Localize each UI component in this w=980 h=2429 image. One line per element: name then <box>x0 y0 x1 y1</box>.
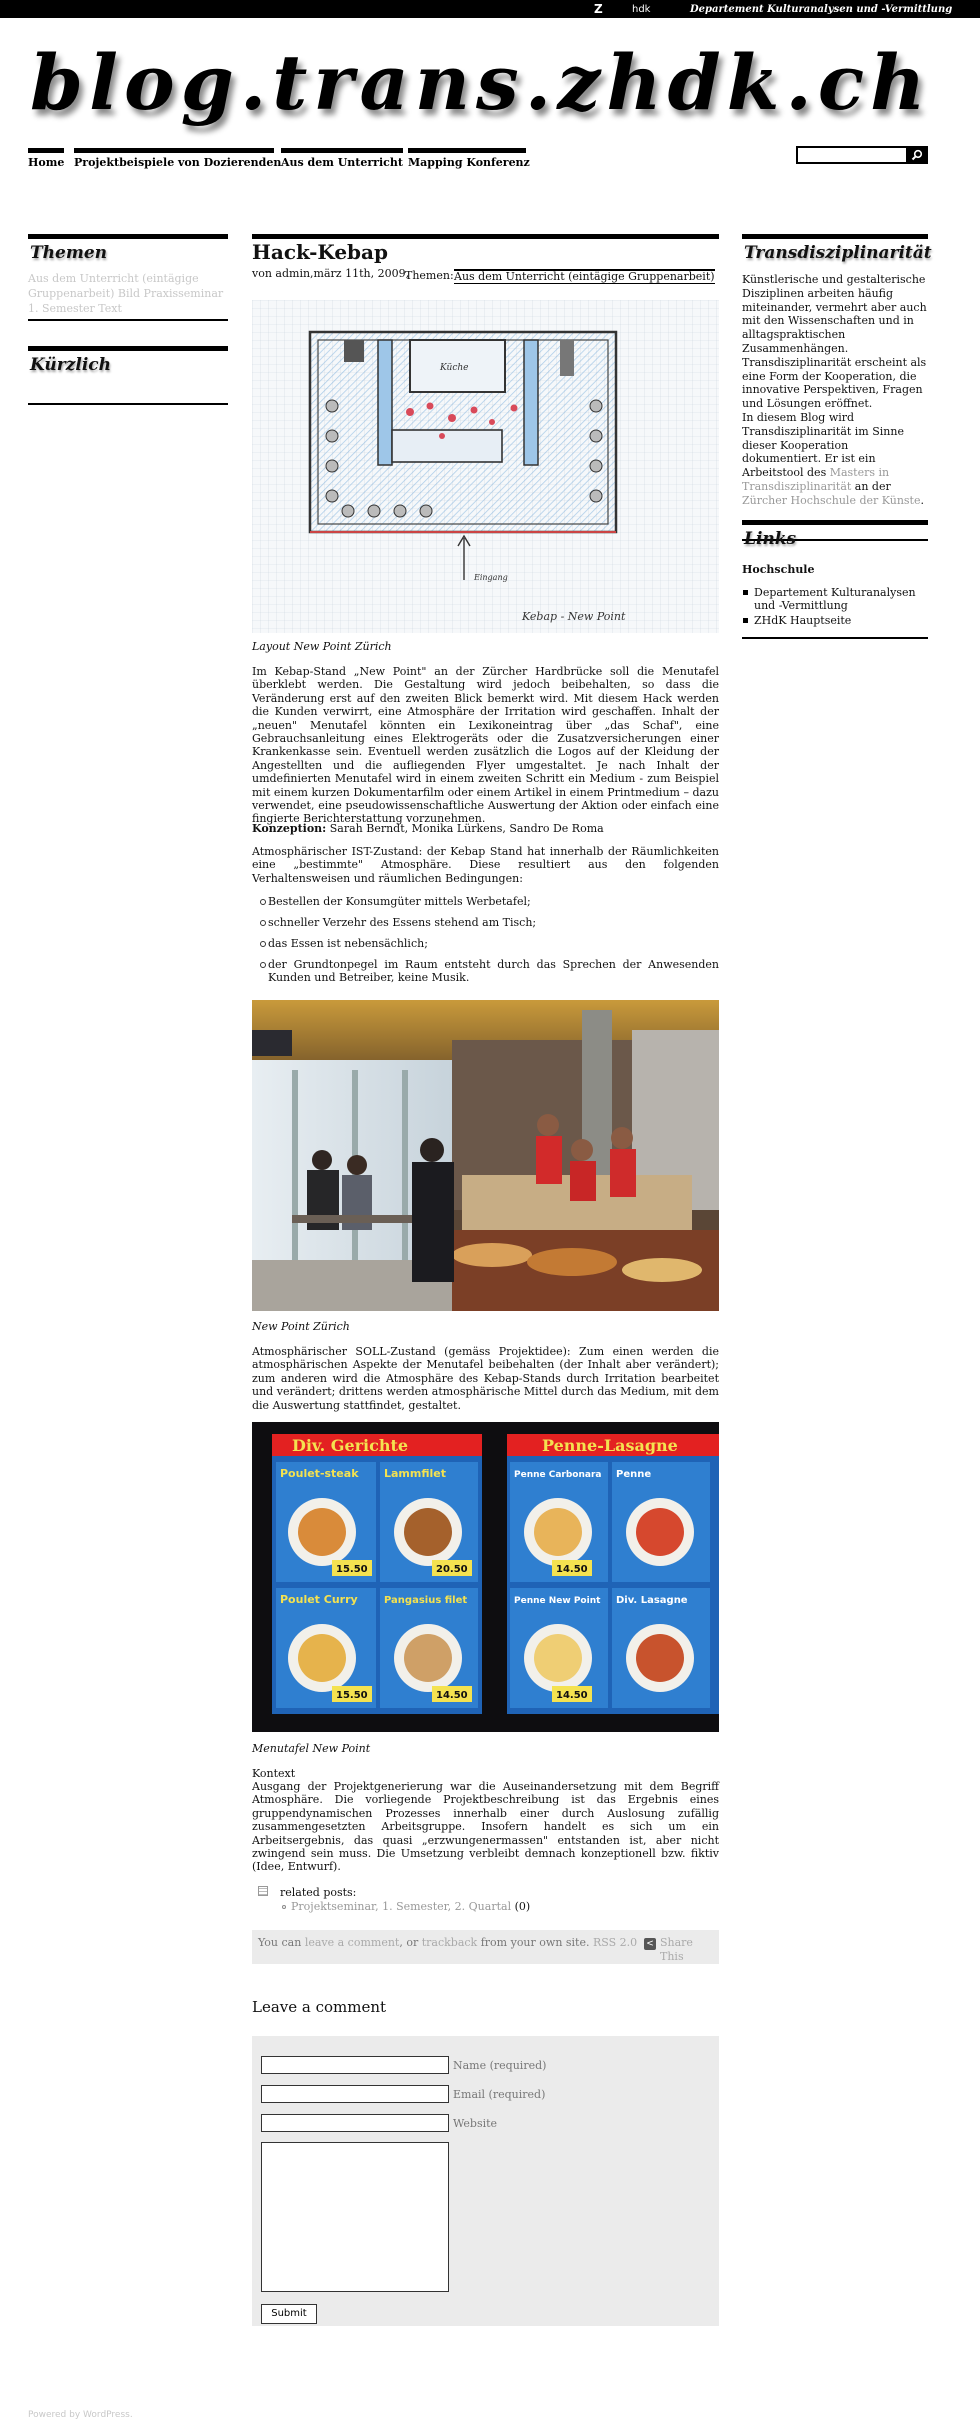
post-top-rule <box>252 234 719 239</box>
name-label: Name (required) <box>453 2059 547 2072</box>
link-item-zhdk[interactable]: ZHdK Hauptseite <box>742 614 928 627</box>
list-item: Bestellen der Konsumgüter mittels Werbetafel; <box>260 895 719 908</box>
post-paragraph-ist: Atmosphärischer IST-Zustand: der Kebap Stand hat innerhalb der Räumlichkeiten eine „bestimmte" Atmosphäre. Diese resultiert aus den folgenden Verhaltensweisen und räumlichen Bedingungen: <box>252 845 719 885</box>
related-posts-label: related posts: <box>280 1886 357 1899</box>
website-label: Website <box>453 2117 498 2130</box>
email-label: Email (required) <box>453 2088 546 2101</box>
top-bar <box>0 0 980 18</box>
trans-text-3: an der <box>854 479 891 493</box>
email-field[interactable] <box>261 2085 449 2103</box>
divider <box>28 319 228 321</box>
masters-link[interactable]: Masters in Transdisziplinarität <box>742 466 890 493</box>
caption-menu: Menutafel New Point <box>252 1742 371 1755</box>
leave-comment-link[interactable]: leave a comment <box>304 1936 400 1949</box>
post-themen-label: Themen: <box>405 269 454 282</box>
bullet-icon <box>282 1905 286 1909</box>
kurzlich-title: Kürzlich <box>30 355 111 375</box>
kurzlich-widget <box>28 346 228 404</box>
menu-item-price: 15.50 <box>336 1564 368 1575</box>
links-list <box>742 586 928 627</box>
sketch-label-eingang: Eingang <box>474 573 508 582</box>
caption-layout: Layout New Point Zürich <box>252 640 392 653</box>
nav-item-home[interactable]: Home <box>28 148 64 169</box>
links-subheading: Hochschule <box>742 563 815 576</box>
post-paragraph-soll: Atmosphärischer SOLL-Zustand (gemäss Projektidee): Zum einen werden die atmosphärischen Aspekte der Menutafel beibehalten (der Inhalt aber verändert); zum anderen wird die Atmosphäre des Kebap-Stands durch Irritation bearbeitet und verändert; drittens werden atmosphärische Mittel durch das Medium, mit dem die Auswertung stattfindet, gestaltet. <box>252 1345 719 1412</box>
menu-item-name: Penne New Point <box>514 1596 601 1606</box>
menu-item-name: Poulet Curry <box>280 1593 358 1606</box>
menu-item-price: 15.50 <box>336 1690 368 1701</box>
related-post-item <box>282 1900 530 1913</box>
post-actions-box <box>252 1930 719 1964</box>
ist-bullet-list <box>260 895 719 992</box>
name-field[interactable] <box>261 2056 449 2074</box>
menu-item-name: Pangasius filet <box>384 1595 468 1606</box>
konzeption-names: Sarah Berndt, Monika Lürkens, Sandro De Roma <box>329 822 604 835</box>
kontext-heading: Kontext <box>252 1767 296 1780</box>
menu-item-name: Penne Carbonara <box>514 1470 602 1480</box>
menu-header-right: Penne-Lasagne <box>542 1436 678 1455</box>
caption-shop: New Point Zürich <box>252 1320 350 1333</box>
menu-item-price: 20.50 <box>436 1564 468 1575</box>
menu-item-price: 14.50 <box>556 1690 588 1701</box>
menu-header-left: Div. Gerichte <box>292 1436 409 1455</box>
list-item: der Grundtonpegel im Raum entsteht durch das Sprechen der Anwesenden Kunden und Betreiber, keine Musik. <box>260 958 719 984</box>
konzeption-label: Konzeption: <box>252 822 327 835</box>
list-item: das Essen ist nebensächlich; <box>260 937 719 950</box>
trans-description <box>742 273 928 508</box>
layout-sketch-image <box>252 300 719 633</box>
list-item: schneller Verzehr des Essens stehend am Tisch; <box>260 916 719 929</box>
post-paragraph-kontext: Ausgang der Projektgenerierung war die Auseinandersetzung mit dem Begriff Atmosphäre. Die vorliegende Projektbeschreibung ist das Ergebnis eines gruppendynamischen Prozesses innerhalb einer durch Auslosung zufällig zusammengesetzten Arbeitsgruppe. Insofern handelt es sich um ein Arbeitsergebnis, das quasi „erzwungenermassen" entstanden ist, aber nicht zwingend sein muss. Die Umsetzung verbleibt demnach konzeptionell bzw. fiktiv (Idee, Entwurf). <box>252 1780 719 1874</box>
hdk-link[interactable]: hdk <box>632 4 651 15</box>
sketch-drawing <box>252 300 719 633</box>
zhdk-link[interactable]: Zürcher Hochschule der Künste <box>742 493 921 507</box>
menu-board-illustration <box>252 1422 719 1732</box>
rss-link[interactable]: RSS 2.0 <box>592 1936 638 1949</box>
themen-widget <box>28 234 228 318</box>
actions-text: from your own site. <box>480 1936 590 1949</box>
menu-item-name: Div. Lasagne <box>616 1595 688 1606</box>
post-paragraph-intro: Im Kebap-Stand „New Point" an der Zürcher Hardbrücke soll die Menutafel überklebt werden. Die Gestaltung wird jedoch beibehalten, so dass die Veränderung erst auf den zweiten Blick bemerkt wird. Mit diesem Hack werden die Kunden verwirrt, eine Atmosphäre der Irritation wird geschaffen. Inhalt der „neuen" Menutafel könnten ein Lexikoneintrag über „das Schaf", eine Gebrauchsanleitung eines Elektrogeräts oder die Zusatzversicherungen einer Krankenkasse sein. Eventuell werden zusätzlich die Logos auf der Kleidung der Angestellten und die aufliegenden Flyer umgestaltet. Je nach Inhalt der umdefinierten Menutafel wird in einem zweiten Schritt ein Medium - zum Beispiel mit einem kurzen Dokumentarfilm oder einem Artikel in einem Printmedium – dazu verwendet, eine pseudowissenschaftliche Auswertung der Aktion oder einfach eine fingierte Berichterstattung vorzunehmen. <box>252 665 719 826</box>
powered-by-footer[interactable]: Powered by WordPress. <box>28 2410 133 2420</box>
trans-title: Transdisziplinarität <box>744 243 932 263</box>
themen-title: Themen <box>30 243 107 263</box>
zhdk-logo[interactable]: Z <box>594 2 603 16</box>
post-byline: von admin,märz 11th, 2009, <box>252 267 410 280</box>
post-paragraph-konzeption <box>252 822 719 835</box>
share-this-link[interactable]: Share This <box>660 1936 693 1963</box>
related-post-link[interactable]: Projektseminar, 1. Semester, 2. Quartal <box>291 1900 512 1913</box>
link-item-kulturanalysen[interactable]: Departement Kulturanalysen und -Vermittlung <box>742 586 928 612</box>
related-posts-icon <box>258 1886 268 1896</box>
site-title[interactable]: blog.trans.zhdk.ch <box>30 38 932 127</box>
themen-tag-list[interactable]: Aus dem Unterricht (eintägige Gruppenarbeit) Bild Praxisseminar 1. Semester Text <box>28 272 224 315</box>
leave-comment-heading: Leave a comment <box>252 1998 387 2016</box>
transdisziplinaritaet-widget <box>742 234 932 538</box>
website-field[interactable] <box>261 2114 449 2132</box>
menu-item-price: 14.50 <box>556 1564 588 1575</box>
kebab-shop-illustration <box>252 1000 719 1311</box>
nav-item-projektbeispiele[interactable]: Projektbeispiele von Dozierenden <box>74 148 274 169</box>
links-widget <box>742 520 928 638</box>
post-meta <box>252 265 719 283</box>
trans-text-4: . <box>920 493 924 507</box>
search-button[interactable] <box>906 146 928 164</box>
comment-textarea[interactable] <box>261 2142 449 2292</box>
menu-item-name: Penne <box>616 1469 652 1480</box>
menu-item-price: 14.50 <box>436 1690 468 1701</box>
share-icon[interactable]: < <box>644 1938 656 1950</box>
sketch-label-kueche: Küche <box>440 363 469 373</box>
post-category-link[interactable]: Aus dem Unterricht (eintägige Gruppenarbeit) <box>454 270 715 283</box>
menu-board-photo <box>252 1422 719 1732</box>
trans-text-1: Künstlerische und gestalterische Disziplinen arbeiten häufig miteinander, vermehrt aber auch mit den Wissenschaften und in alltagspraktischen Zusammenhängen. Transdisziplinarität erscheint als eine Form der Kooperation, die innovative Perspektiven, Fragen und Lösungen eröffnet. <box>742 273 927 411</box>
divider <box>742 637 928 639</box>
menu-item-name: Lammfilet <box>384 1467 446 1480</box>
divider <box>28 403 228 405</box>
magnifier-icon <box>911 149 923 161</box>
trans-text-2: In diesem Blog wird Transdisziplinarität im Sinne dieser Kooperation dokumentiert. Er ist ein Arbeitstool des <box>742 410 904 480</box>
sketch-label-title: Kebap - New Point <box>522 610 626 623</box>
actions-text: , or <box>399 1936 419 1949</box>
kebab-shop-photo <box>252 1000 719 1311</box>
submit-button[interactable]: Submit <box>261 2304 317 2324</box>
nav-item-mapping[interactable]: Mapping Konferenz <box>408 148 526 169</box>
menu-item-name: Poulet-steak <box>280 1467 359 1480</box>
links-title: Links <box>744 529 797 549</box>
actions-text: You can <box>258 1936 302 1949</box>
comment-form <box>252 2036 719 2326</box>
post-title[interactable]: Hack-Kebap <box>252 240 388 264</box>
department-link[interactable]: Departement Kulturanalysen und -Vermittlung <box>690 4 953 15</box>
trackback-link[interactable]: trackback <box>421 1936 478 1949</box>
related-post-count: (0) <box>514 1900 531 1913</box>
nav-item-unterricht[interactable]: Aus dem Unterricht <box>281 148 403 169</box>
